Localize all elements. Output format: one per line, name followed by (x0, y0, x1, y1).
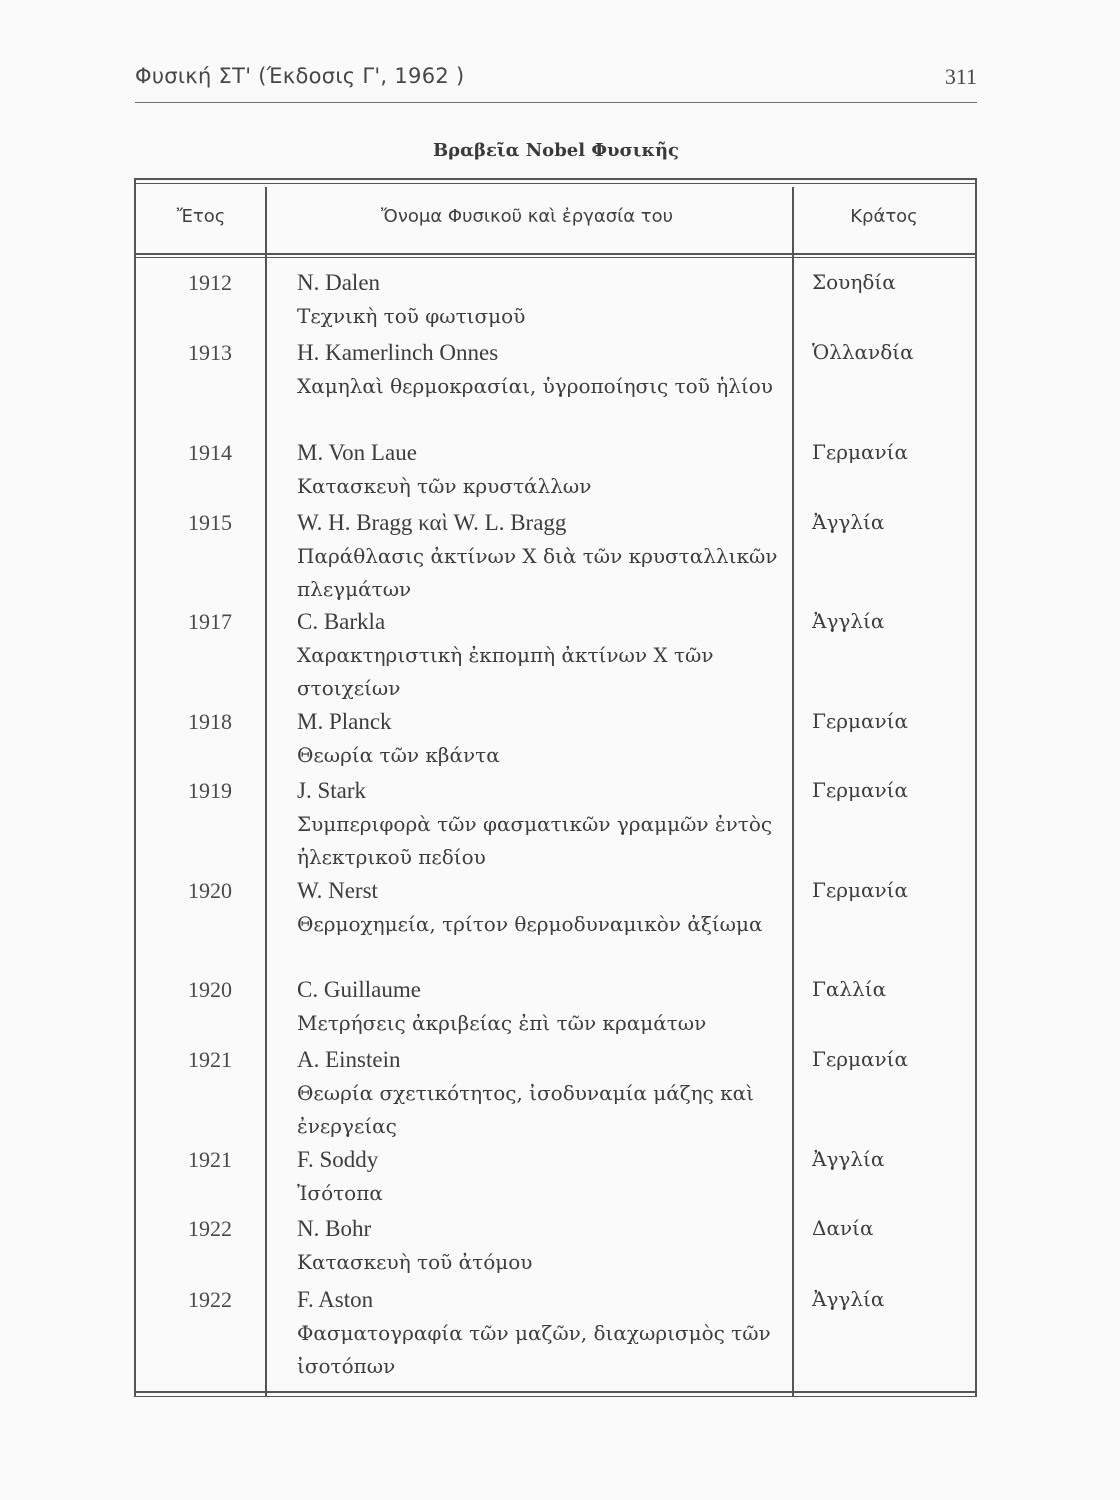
row-physicist-name: H. Kamerlinch Onnes (297, 340, 499, 365)
row-country: Γερμανία (812, 440, 909, 464)
row-work-description: Θεωρία σχετικότητος, ἰσοδυναμία μάζης καὶ ἐνεργείας (297, 1081, 755, 1138)
row-country: Ἀγγλία (812, 1147, 885, 1171)
row-year: 1917 (188, 609, 232, 634)
row-year: 1920 (188, 977, 232, 1002)
row-country: Γερμανία (812, 778, 909, 802)
row-work-description: Παράθλασις ἀκτίνων Χ διὰ τῶν κρυσταλλικῶν πλεγμάτων (297, 544, 778, 601)
row-country: Ἀγγλία (812, 609, 885, 633)
row-work-description: Τεχνικὴ τοῦ φωτισμοῦ (297, 304, 526, 328)
row-work-description: Κατασκευὴ τοῦ ἀτόμου (297, 1250, 533, 1274)
row-work-description: Συμπεριφορὰ τῶν φασματικῶν γραμμῶν ἐντὸς ἠλεκτρικοῦ πεδίου (297, 812, 773, 869)
row-work-description: Θεωρία τῶν κβάντα (297, 743, 500, 767)
row-year: 1921 (188, 1047, 232, 1072)
row-work-description: Θερμοχημεία, τρίτον θερμοδυναμικὸν ἀξίωμα (297, 912, 763, 936)
table-top-border-inner (134, 183, 975, 184)
page-number: 311 (944, 64, 977, 89)
row-country: Σουηδία (812, 270, 896, 294)
row-country: Ὁλλανδία (812, 340, 914, 364)
row-year: 1913 (188, 340, 232, 365)
row-physicist-name: N. Dalen (297, 270, 381, 295)
header-bottom-border-inner (134, 257, 975, 258)
row-work-description: Μετρήσεις ἀκριβείας ἐπὶ τῶν κραμάτων (297, 1011, 707, 1035)
table-right-border (975, 178, 977, 1397)
row-year: 1918 (188, 709, 232, 734)
year-column-divider (265, 187, 267, 1397)
row-physicist-name: A. Einstein (297, 1047, 401, 1072)
row-country: Γερμανία (812, 709, 909, 733)
row-work-description: Χαμηλαὶ θερμοκρασίαι, ὑγροποίησις τοῦ ἡλίου (297, 374, 773, 398)
row-year: 1920 (188, 878, 232, 903)
header-bottom-border (134, 253, 975, 255)
table-bottom-border (134, 1391, 977, 1393)
country-column-divider (792, 187, 794, 1397)
row-country: Ἀγγλία (812, 1287, 885, 1311)
table-top-border-outer (134, 178, 975, 180)
row-year: 1922 (188, 1216, 232, 1241)
row-country: Δανία (812, 1216, 874, 1240)
name-work-column-header: Ὄνομα Φυσικοῦ καὶ ἐργασία του (380, 206, 674, 227)
row-physicist-name: W. H. Bragg καὶ W. L. Bragg (297, 510, 567, 535)
row-country: Ἀγγλία (812, 510, 885, 534)
row-physicist-name: F. Aston (297, 1287, 374, 1312)
row-physicist-name: J. Stark (297, 778, 366, 803)
row-year: 1915 (188, 510, 232, 535)
row-physicist-name: N. Bohr (297, 1216, 372, 1241)
running-title: Φυσική ΣΤ' (Έκδοσις Γ', 1962 ) (135, 64, 465, 88)
row-physicist-name: C. Barkla (297, 609, 386, 634)
row-physicist-name: F. Soddy (297, 1147, 379, 1172)
row-country: Γερμανία (812, 1047, 909, 1071)
row-work-description: Χαρακτηριστικὴ ἐκπομπὴ ἀκτίνων Χ τῶν στοιχείων (297, 643, 714, 700)
row-physicist-name: M. Von Laue (297, 440, 417, 465)
country-column-header: Κράτος (850, 206, 918, 227)
row-year: 1914 (188, 440, 232, 465)
row-country: Γερμανία (812, 878, 909, 902)
row-physicist-name: W. Nerst (297, 878, 378, 903)
row-physicist-name: M. Planck (297, 709, 392, 734)
row-physicist-name: C. Guillaume (297, 977, 421, 1002)
table-bottom-border-inner (134, 1396, 977, 1397)
row-year: 1919 (188, 778, 232, 803)
row-year: 1922 (188, 1287, 232, 1312)
row-work-description: Φασματογραφία τῶν μαζῶν, διαχωρισμὸς τῶν ἰσοτόπων (297, 1321, 771, 1378)
row-year: 1912 (188, 270, 232, 295)
table-title: Βραβεῖα Nobel Φυσικῆς (432, 140, 680, 161)
row-year: 1921 (188, 1147, 232, 1172)
row-country: Γαλλία (812, 977, 887, 1001)
running-header (135, 62, 977, 103)
table-left-border (134, 178, 136, 1397)
row-work-description: Κατασκευὴ τῶν κρυστάλλων (297, 474, 592, 498)
year-column-header: Ἔτος (176, 206, 226, 227)
row-work-description: Ἰσότοπα (297, 1181, 383, 1205)
